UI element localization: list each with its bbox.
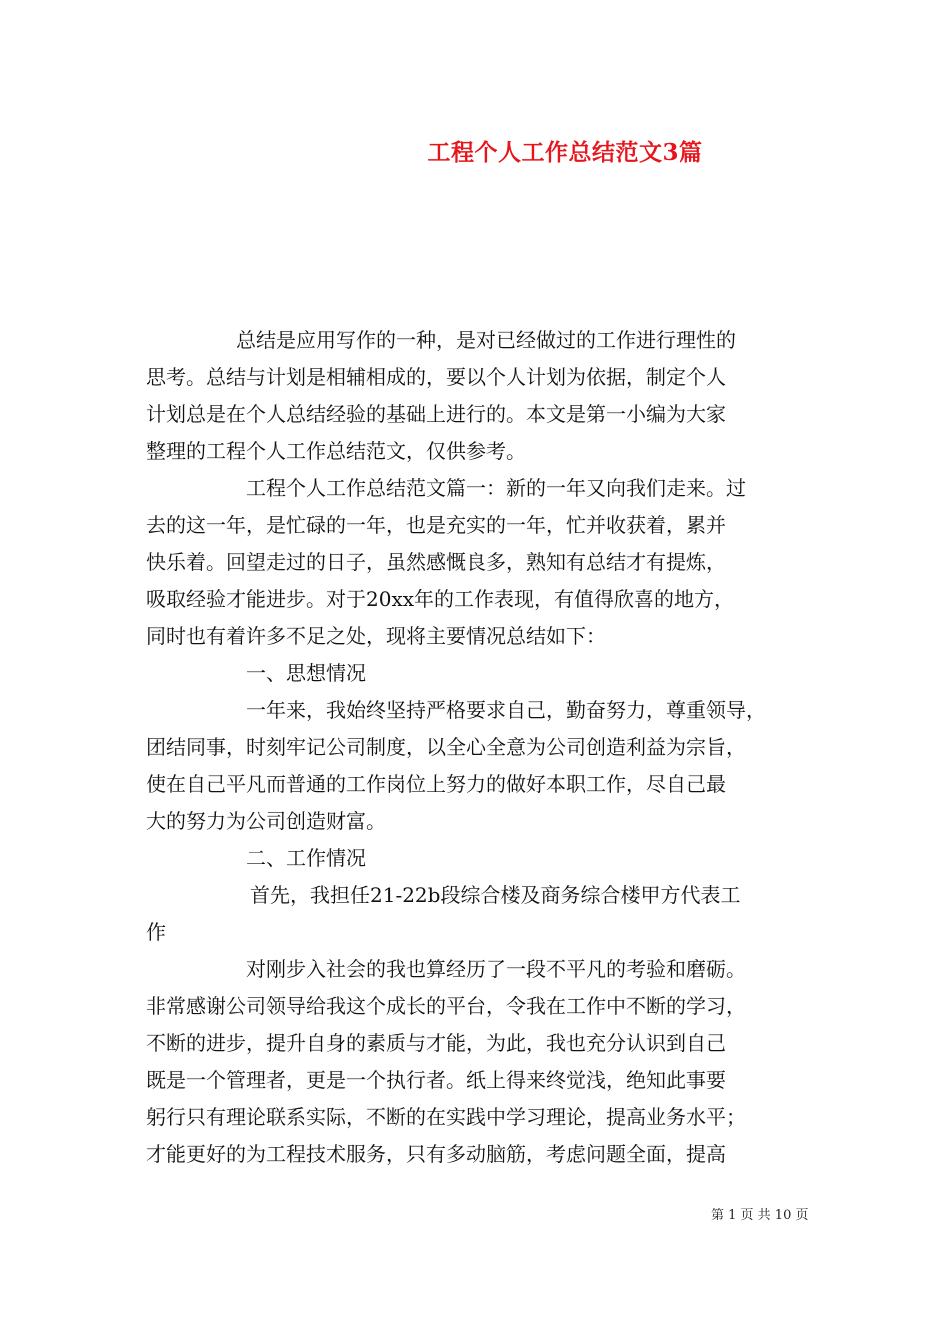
text-line: 团结同事，时刻牢记公司制度，以全心全意为公司创造利益为宗旨， [146,735,746,759]
text-line: 躬行只有理论联系实际，不断的在实践中学习理论，提高业务水平； [146,1105,746,1129]
document-title: 工程个人工作总结范文3篇 [427,139,703,166]
text-line: 思考。总结与计划是相辅相成的，要以个人计划为依据，制定个人 [146,365,726,389]
text-line: 整理的工程个人工作总结范文，仅供参考。 [146,439,526,463]
text-line: 一年来，我始终坚持严格要求自己，勤奋努力，尊重领导， [246,698,766,722]
text-line: 不断的进步，提升自身的素质与才能，为此，我也充分认识到自己 [146,1031,726,1055]
text-line: 总结是应用写作的一种，是对已经做过的工作进行理性的 [236,328,736,352]
text-line: 对刚步入社会的我也算经历了一段不平凡的考验和磨砺。 [246,957,746,981]
text-line: 既是一个管理者，更是一个执行者。纸上得来终觉浅，绝知此事要 [146,1068,726,1092]
text-line: 一、思想情况 [246,661,366,685]
text-line: 二、工作情况 [246,846,366,870]
text-line: 去的这一年，是忙碌的一年，也是充实的一年，忙并收获着，累并 [146,513,726,537]
text-line: 非常感谢公司领导给我这个成长的平台，令我在工作中不断的学习， [146,994,746,1018]
text-line: 大的努力为公司创造财富。 [146,809,386,833]
text-line: 吸取经验才能进步。对于20xx年的工作表现，有值得欣喜的地方， [146,587,735,611]
text-line: 快乐着。回望走过的日子，虽然感慨良多，熟知有总结才有提炼， [146,550,726,574]
page-number-footer: 第 1 页 共 10 页 [711,1208,809,1223]
text-line: 同时也有着许多不足之处，现将主要情况总结如下： [146,624,606,648]
text-line: 工程个人工作总结范文篇一：新的一年又向我们走来。过 [246,476,746,500]
text-line: 使在自己平凡而普通的工作岗位上努力的做好本职工作，尽自己最 [146,772,726,796]
document-body [146,322,816,1173]
text-line: 首先，我担任21-22b段综合楼及商务综合楼甲方代表工 [250,883,741,907]
text-line: 作 [146,920,166,944]
text-line: 才能更好的为工程技术服务，只有多动脑筋，考虑问题全面，提高 [146,1142,726,1166]
text-line: 计划总是在个人总结经验的基础上进行的。本文是第一小编为大家 [146,402,726,426]
